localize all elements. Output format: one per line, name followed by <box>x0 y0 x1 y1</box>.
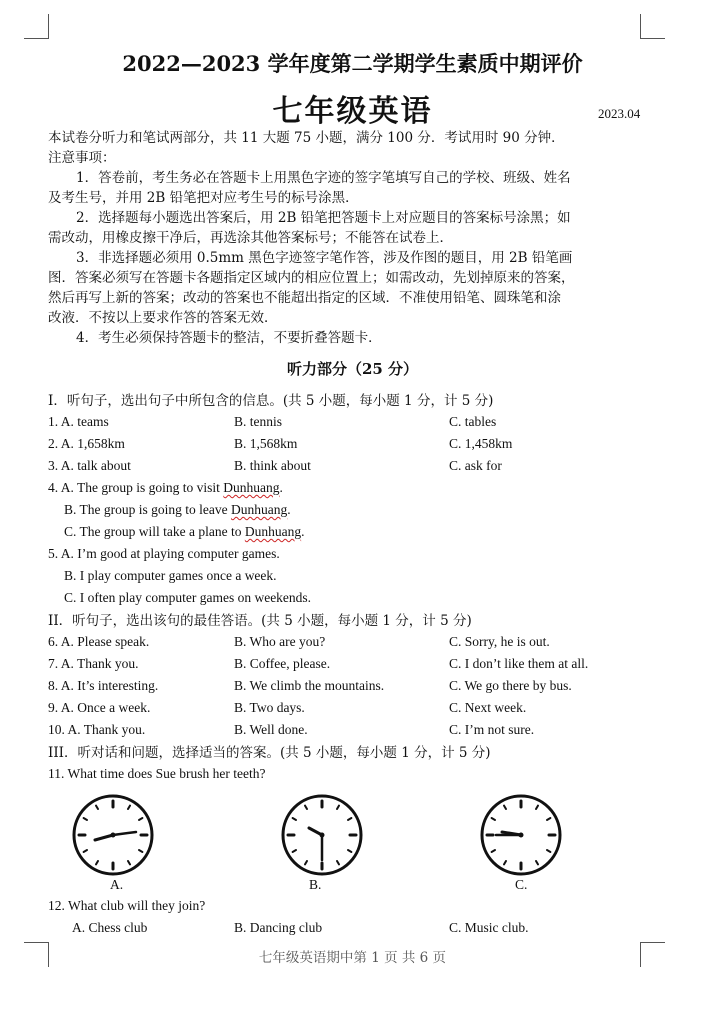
option-c: C. We go there by bus. <box>449 678 572 693</box>
option-c: C. Sorry, he is out. <box>449 634 550 649</box>
option-a: 1. A. teams <box>48 414 109 429</box>
option-b: B. The group is going to leave Dunhuang. <box>64 502 291 517</box>
option-b: B. Dancing club <box>234 920 323 935</box>
option-b: B. Two days. <box>234 700 305 715</box>
exam-title: 2022—2023 学年度第二学期学生素质中期评价 <box>122 51 583 76</box>
crop-mark-top-right <box>640 14 665 39</box>
option-b: B. Who are you? <box>234 634 326 649</box>
clock-icon-b <box>279 792 365 878</box>
notice-2b: 需改动，用橡皮擦干净后，再选涂其他答案标号；不能答在试卷上． <box>48 230 453 246</box>
option-c: C. I don’t like them at all. <box>449 656 589 671</box>
page-footer: 七年级英语期中第 1 页 共 6 页 <box>258 950 447 966</box>
clock-icon-c <box>478 792 564 878</box>
part1-heading: I．听句子，选出句子中所包含的信息。(共 5 小题，每小题 1 分，计 5 分) <box>48 393 494 409</box>
notice-3a: 3．非选择题必须用 0.5mm 黑色字迹签字笔作答，涉及作图的题目，用 2B 铅笔画 <box>76 250 573 266</box>
option-c: C. I often play computer games on weekends. <box>64 590 312 605</box>
subject-title: 七年级英语 <box>272 94 433 129</box>
option-b: B. Well done. <box>234 722 308 737</box>
option-a: 4. A. The group is going to visit Dunhuang. <box>48 480 283 495</box>
clock-label-a: A. <box>110 877 124 892</box>
option-a: 7. A. Thank you. <box>48 656 139 671</box>
spellcheck-word: Dunhuang <box>223 480 280 495</box>
notice-heading: 注意事项： <box>48 150 116 166</box>
notice-3d: 改液．不按以上要求作答的答案无效． <box>48 310 278 326</box>
option-b: B. tennis <box>234 414 283 429</box>
crop-mark-top-left <box>24 14 49 39</box>
option-a: 10. A. Thank you. <box>48 722 146 737</box>
notice-1a: 1．答卷前，考生务必在答题卡上用黑色字迹的签字笔填写自己的学校、班级、姓名 <box>76 170 571 186</box>
listening-section-title: 听力部分（25 分） <box>286 360 419 378</box>
notice-3b: 图．答案必须写在答题卡各题指定区域内的相应位置上；如需改动，先划掉原来的答案， <box>48 270 575 286</box>
option-c: C. tables <box>449 414 497 429</box>
option-a: A. Chess club <box>72 920 148 935</box>
option-a: 5. A. I’m good at playing computer games. <box>48 546 280 561</box>
question-12: 12. What club will they join? <box>48 898 206 913</box>
option-c: C. The group will take a plane to Dunhuang. <box>64 524 305 539</box>
option-c: C. Next week. <box>449 700 527 715</box>
part2-heading: II．听句子，选出该句的最佳答语。(共 5 小题，每小题 1 分，计 5 分) <box>48 613 472 629</box>
clock-label-c: C. <box>515 877 528 892</box>
option-b: B. We climb the mountains. <box>234 678 385 693</box>
part3-heading: III．听对话和问题，选择适当的答案。(共 5 小题，每小题 1 分，计 5 分) <box>48 745 491 761</box>
option-a: 6. A. Please speak. <box>48 634 150 649</box>
option-b: B. I play computer games once a week. <box>64 568 277 583</box>
option-b: B. think about <box>234 458 311 473</box>
spellcheck-word: Dunhuang <box>230 502 288 517</box>
option-a: 9. A. Once a week. <box>48 700 151 715</box>
exam-date: 2023.04 <box>598 106 641 121</box>
notice-2a: 2．选择题每小题选出答案后，用 2B 铅笔把答题卡上对应题目的答案标号涂黑；如 <box>76 210 571 226</box>
spellcheck-word: Dunhuang <box>244 524 302 539</box>
notice-1b: 及考生号，并用 2B 铅笔把对应考生号的标号涂黑． <box>48 190 359 206</box>
option-a: 3. A. talk about <box>48 458 131 473</box>
clock-label-b: B. <box>309 877 322 892</box>
option-a: 8. A. It’s interesting. <box>48 678 159 693</box>
notice-4: 4．考生必须保持答题卡的整洁，不要折叠答题卡． <box>76 330 382 346</box>
option-b: B. Coffee, please. <box>234 656 331 671</box>
option-c: C. ask for <box>449 458 502 473</box>
option-b: B. 1,568km <box>234 436 298 451</box>
option-c: C. Music club. <box>449 920 529 935</box>
option-a: 2. A. 1,658km <box>48 436 125 451</box>
option-c: C. I’m not sure. <box>449 722 535 737</box>
intro-line: 本试卷分听力和笔试两部分，共 11 大题 75 小题，满分 100 分．考试用时 90 分钟． <box>48 130 565 146</box>
question-11: 11. What time does Sue brush her teeth? <box>48 766 266 781</box>
clock-icon-a <box>70 792 156 878</box>
notice-3c: 然后再写上新的答案；改动的答案也不能超出指定的区域．不准使用铅笔、圆珠笔和涂 <box>48 290 561 306</box>
option-c: C. 1,458km <box>449 436 513 451</box>
